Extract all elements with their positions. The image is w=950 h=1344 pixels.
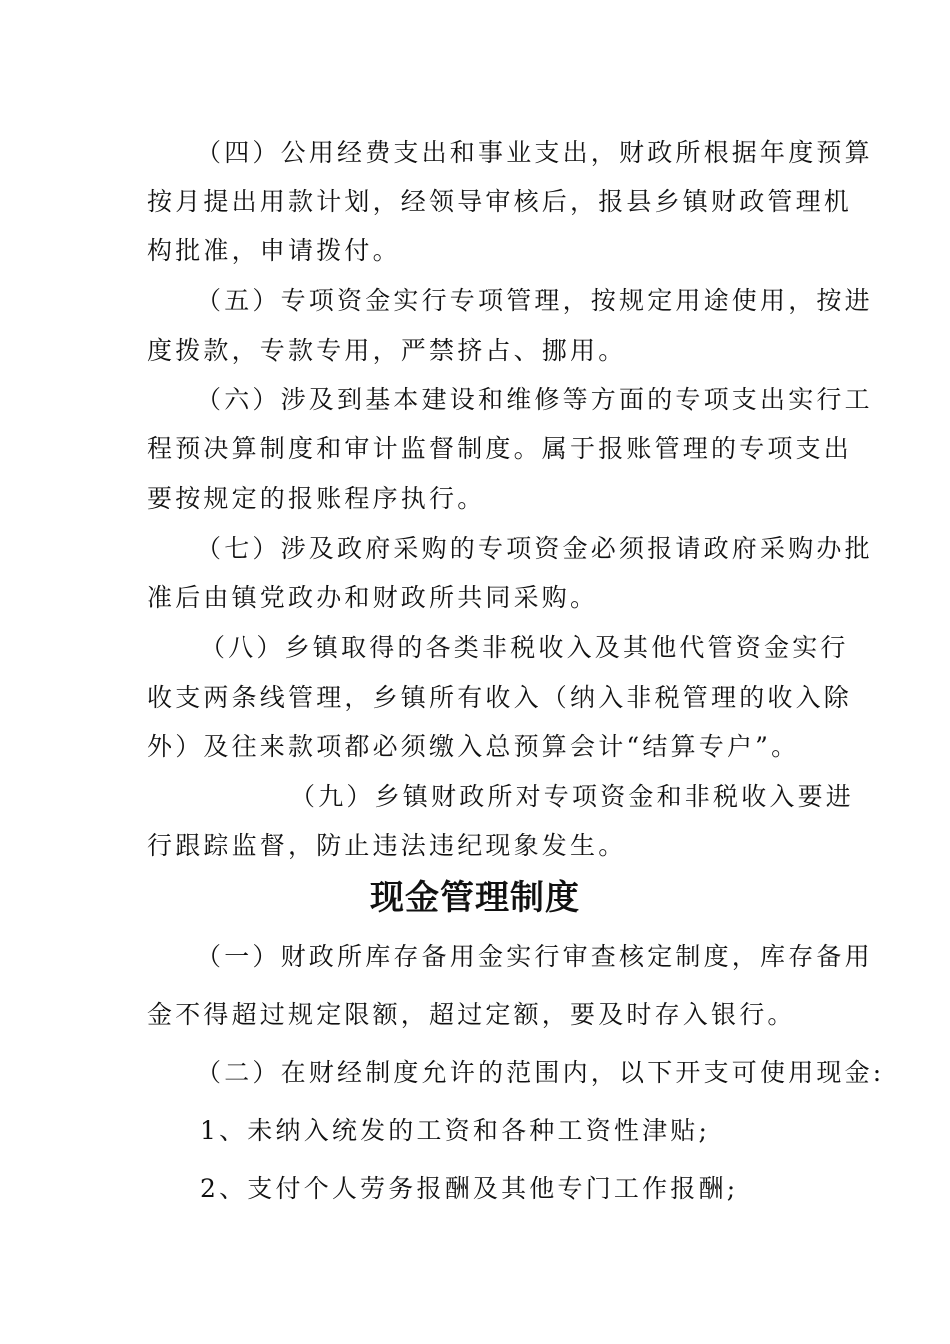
paragraph-line: （二）在财经制度允许的范围内，以下开支可使用现金:: [196, 1058, 885, 1087]
paragraph-line: 行跟踪监督，防止违法违纪现象发生。: [147, 831, 627, 860]
list-item: 2、支付个人劳务报酬及其他专门工作报酬;: [200, 1174, 739, 1203]
paragraph-line: 收支两条线管理，乡镇所有收入（纳入非税管理的收入除: [147, 683, 853, 712]
paragraph-line: 要按规定的报账程序执行。: [147, 484, 486, 513]
paragraph-line: 准后由镇党政办和财政所共同采购。: [147, 583, 599, 612]
paragraph-line: （七）涉及政府采购的专项资金必须报请政府采购办批: [196, 534, 873, 563]
paragraph-line: 外）及往来款项都必须缴入总预算会计“结算专户”。: [147, 732, 800, 761]
list-item: 1、未纳入统发的工资和各种工资性津贴;: [200, 1116, 711, 1145]
paragraph-line: （四）公用经费支出和事业支出，财政所根据年度预算: [196, 138, 873, 167]
paragraph-line: （八）乡镇取得的各类非税收入及其他代管资金实行: [200, 633, 849, 662]
paragraph-line: 度拨款，专款专用，严禁挤占、挪用。: [147, 336, 627, 365]
paragraph-line: （一）财政所库存备用金实行审查核定制度，库存备用: [196, 942, 873, 971]
paragraph-line: 金不得超过规定限额，超过定额，要及时存入银行。: [147, 1000, 796, 1029]
paragraph-line: （六）涉及到基本建设和维修等方面的专项支出实行工: [196, 385, 873, 414]
paragraph-line: 构批准，申请拨付。: [147, 236, 401, 265]
paragraph-line: 按月提出用款计划，经领导审核后，报县乡镇财政管理机: [147, 187, 853, 216]
section-heading: 现金管理制度: [370, 878, 580, 918]
paragraph-line: 程预决算制度和审计监督制度。属于报账管理的专项支出: [147, 434, 853, 463]
paragraph-line: （五）专项资金实行专项管理，按规定用途使用，按进: [196, 286, 873, 315]
paragraph-line: （九）乡镇财政所对专项资金和非税收入要进: [290, 782, 855, 811]
